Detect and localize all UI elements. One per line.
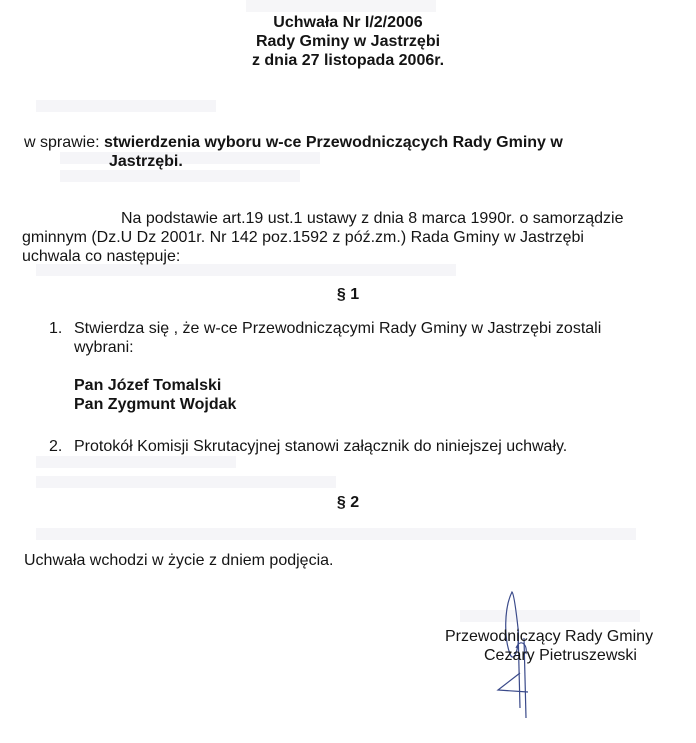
subject-text-continued: Jastrzębi.: [109, 153, 183, 170]
bleed-through-mark: [246, 0, 436, 12]
section-1-heading: § 1: [336, 286, 360, 303]
elected-person: Pan Józef Tomalski: [74, 377, 222, 394]
bleed-through-mark: [36, 528, 636, 540]
bleed-through-mark: [36, 100, 216, 112]
subject-line: [24, 134, 563, 152]
bleed-through-mark: [60, 170, 300, 182]
signatory-role: Przewodniczący Rady Gminy: [445, 628, 654, 645]
preamble-line: gminnym (Dz.U Dz 2001r. Nr 142 poz.1592 z póź.zm.) Rada Gminy w Jastrzębi: [22, 229, 584, 246]
bleed-through-mark: [36, 476, 336, 488]
signatory-name: Cezary Pietruszewski: [484, 647, 637, 664]
item-1-text-continued: wybrani:: [74, 339, 134, 356]
resolution-title: Uchwała Nr I/2/2006: [273, 14, 423, 31]
preamble-line: uchwala co następuje:: [22, 248, 181, 265]
preamble-line: Na podstawie art.19 ust.1 ustawy z dnia 8 marca 1990r. o samorządzie: [121, 210, 624, 227]
section-2-text: Uchwała wchodzi w życie z dniem podjęcia.: [24, 552, 334, 569]
resolution-council: Rady Gminy w Jastrzębi: [255, 33, 441, 50]
item-1-text: Stwierdza się , że w-ce Przewodniczącymi Rady Gminy w Jastrzębi zostali: [74, 320, 602, 337]
item-2-text: Protokół Komisji Skrutacyjnej stanowi załącznik do niniejszej uchwały.: [74, 438, 568, 455]
subject-prefix: w sprawie:: [24, 134, 105, 151]
bleed-through-mark: [60, 152, 320, 164]
elected-person: Pan Zygmunt Wojdak: [74, 396, 237, 413]
resolution-date: z dnia 27 listopada 2006r.: [251, 52, 445, 69]
bleed-through-mark: [36, 456, 236, 468]
item-1-number: 1.: [49, 320, 63, 337]
subject-text: stwierdzenia wyboru w-ce Przewodniczących Rady Gminy w: [104, 134, 563, 151]
section-2-heading: § 2: [336, 494, 360, 511]
item-2-number: 2.: [49, 438, 63, 455]
